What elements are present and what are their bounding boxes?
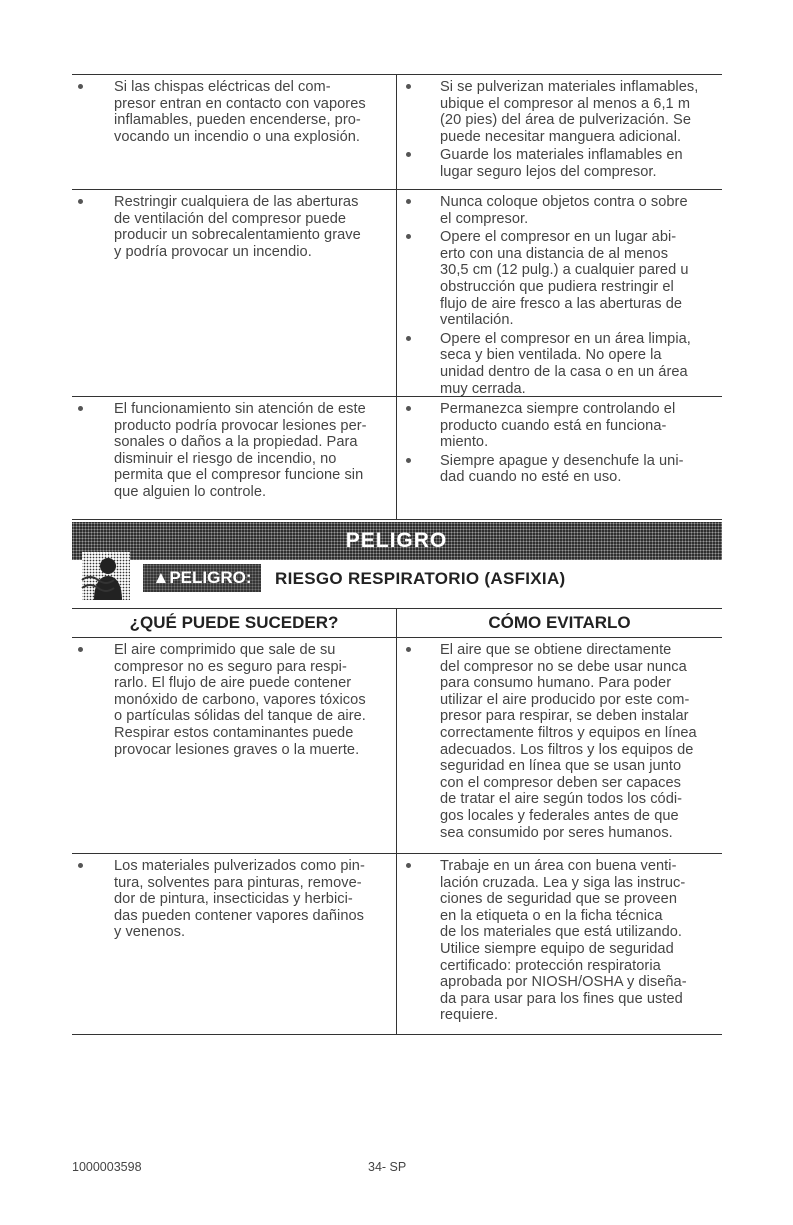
list-item: Opere el compresor en un lugar abi- erto con una distancia de al menos 30,5 cm (12 pulg.) a cualquier pared u obstrucción que pudiera restringir el flujo de aire fresco a las aberturas de ventilación.	[397, 229, 722, 329]
bullet-icon	[406, 152, 411, 157]
prevention-cell	[397, 190, 722, 396]
table-row	[72, 189, 722, 396]
column-header-what: ¿QUÉ PUEDE SUCEDER?	[72, 609, 397, 637]
table-row	[72, 853, 722, 1035]
bullet-icon	[406, 863, 411, 868]
bullet-icon	[78, 84, 83, 89]
bullet-icon	[78, 863, 83, 868]
table-header-row	[72, 609, 722, 637]
list-item: Siempre apague y desenchufe la uni- dad cuando no esté en uso.	[397, 453, 722, 486]
table-row	[72, 637, 722, 853]
list-item: Trabaje en un área con buena venti- lación cruzada. Lea y siga las instruc- ciones de seguridad que se proveen en la etiqueta o en la ficha técnica de los materiales que está utilizando. Utilice siempre equipo de seguridad certificado: protección respiratoria aprobada por NIOSH/OSHA y diseña- da para usar para los fines que usted requiere.	[397, 858, 722, 1024]
bullet-icon	[406, 234, 411, 239]
respiratory-hazard-icon	[80, 550, 132, 602]
hazard-cell	[72, 75, 397, 189]
bullet-icon	[78, 199, 83, 204]
bullet-icon	[78, 647, 83, 652]
list-item: El aire comprimido que sale de su compresor no es seguro para respi- rarlo. El flujo de aire puede contener monóxido de carbono, vapores tóxicos o partículas sólidas del tanque de aire. Respirar estos contaminantes puede provocar lesiones graves o la muerte.	[72, 642, 386, 758]
list-item: El aire que se obtiene directamente del compresor no se debe usar nunca para consumo humano. Para poder utilizar el aire producido por este com- presor para respirar, se deben instalar correctamente filtros y equipos en línea adecuados. Los filtros y los equipos de seguridad en línea que se usan junto con el compresor deben ser capaces de tratar el aire según todos los códi- gos locales y federales antes de que sea consumido por seres humanos.	[397, 642, 722, 841]
list-item: Si las chispas eléctricas del com- presor entran en contacto con vapores inflamables, pueden encenderse, pro- vocando un incendio o una explosión.	[72, 79, 386, 145]
prevention-cell	[397, 854, 722, 1034]
hazard-cell	[72, 638, 397, 853]
list-item: Opere el compresor en un área limpia, seca y bien ventilada. No opere la unidad dentro de la casa o en un área muy cerrada.	[397, 331, 722, 397]
prevention-cell	[397, 397, 722, 519]
bullet-icon	[406, 458, 411, 463]
warning-triangle-icon: ▲	[152, 568, 170, 587]
table-row	[72, 396, 722, 519]
list-item: Nunca coloque objetos contra o sobre el compresor.	[397, 194, 722, 227]
hazard-cell	[72, 854, 397, 1034]
bullet-icon	[406, 84, 411, 89]
bullet-icon	[78, 406, 83, 411]
respiratory-hazard-table	[72, 608, 722, 1035]
danger-badge-label: ▲PELIGRO:	[152, 568, 252, 587]
bullet-icon	[406, 199, 411, 204]
danger-band-title: PELIGRO	[345, 529, 448, 552]
prevention-cell	[397, 75, 722, 189]
table-row	[72, 74, 722, 189]
fire-hazard-table	[72, 74, 722, 520]
list-item: Permanezca siempre controlando el producto cuando está en funciona- miento.	[397, 401, 722, 451]
bullet-icon	[406, 336, 411, 341]
list-item: El funcionamiento sin atención de este producto podría provocar lesiones per- sonales o daños a la propiedad. Para disminuir el riesgo de incendio, no permita que el compresor funcione sin que alguien lo controle.	[72, 401, 386, 501]
document-number: 1000003598	[72, 1160, 142, 1174]
prevention-cell	[397, 638, 722, 853]
hazard-title: RIESGO RESPIRATORIO (ASFIXIA)	[275, 569, 566, 588]
page-number: 34- SP	[368, 1160, 407, 1174]
hazard-cell	[72, 397, 397, 519]
list-item: Restringir cualquiera de las aberturas de ventilación del compresor puede producir un sobrecalentamiento grave y podría provocar un incendio.	[72, 194, 386, 260]
list-item: Si se pulverizan materiales inflamables, ubique el compresor al menos a 6,1 m (20 pies) del área de pulverización. Se puede necesitar manguera adicional.	[397, 79, 722, 145]
column-header-how: CÓMO EVITARLO	[488, 613, 631, 632]
hazard-cell	[72, 190, 397, 396]
list-item: Los materiales pulverizados como pin- tura, solventes para pinturas, remove- dor de pintura, insecticidas y herbici- das pueden contener vapores dañinos y venenos.	[72, 858, 386, 941]
bullet-icon	[406, 647, 411, 652]
list-item: Guarde los materiales inflamables en lugar seguro lejos del compresor.	[397, 147, 722, 180]
bullet-icon	[406, 406, 411, 411]
